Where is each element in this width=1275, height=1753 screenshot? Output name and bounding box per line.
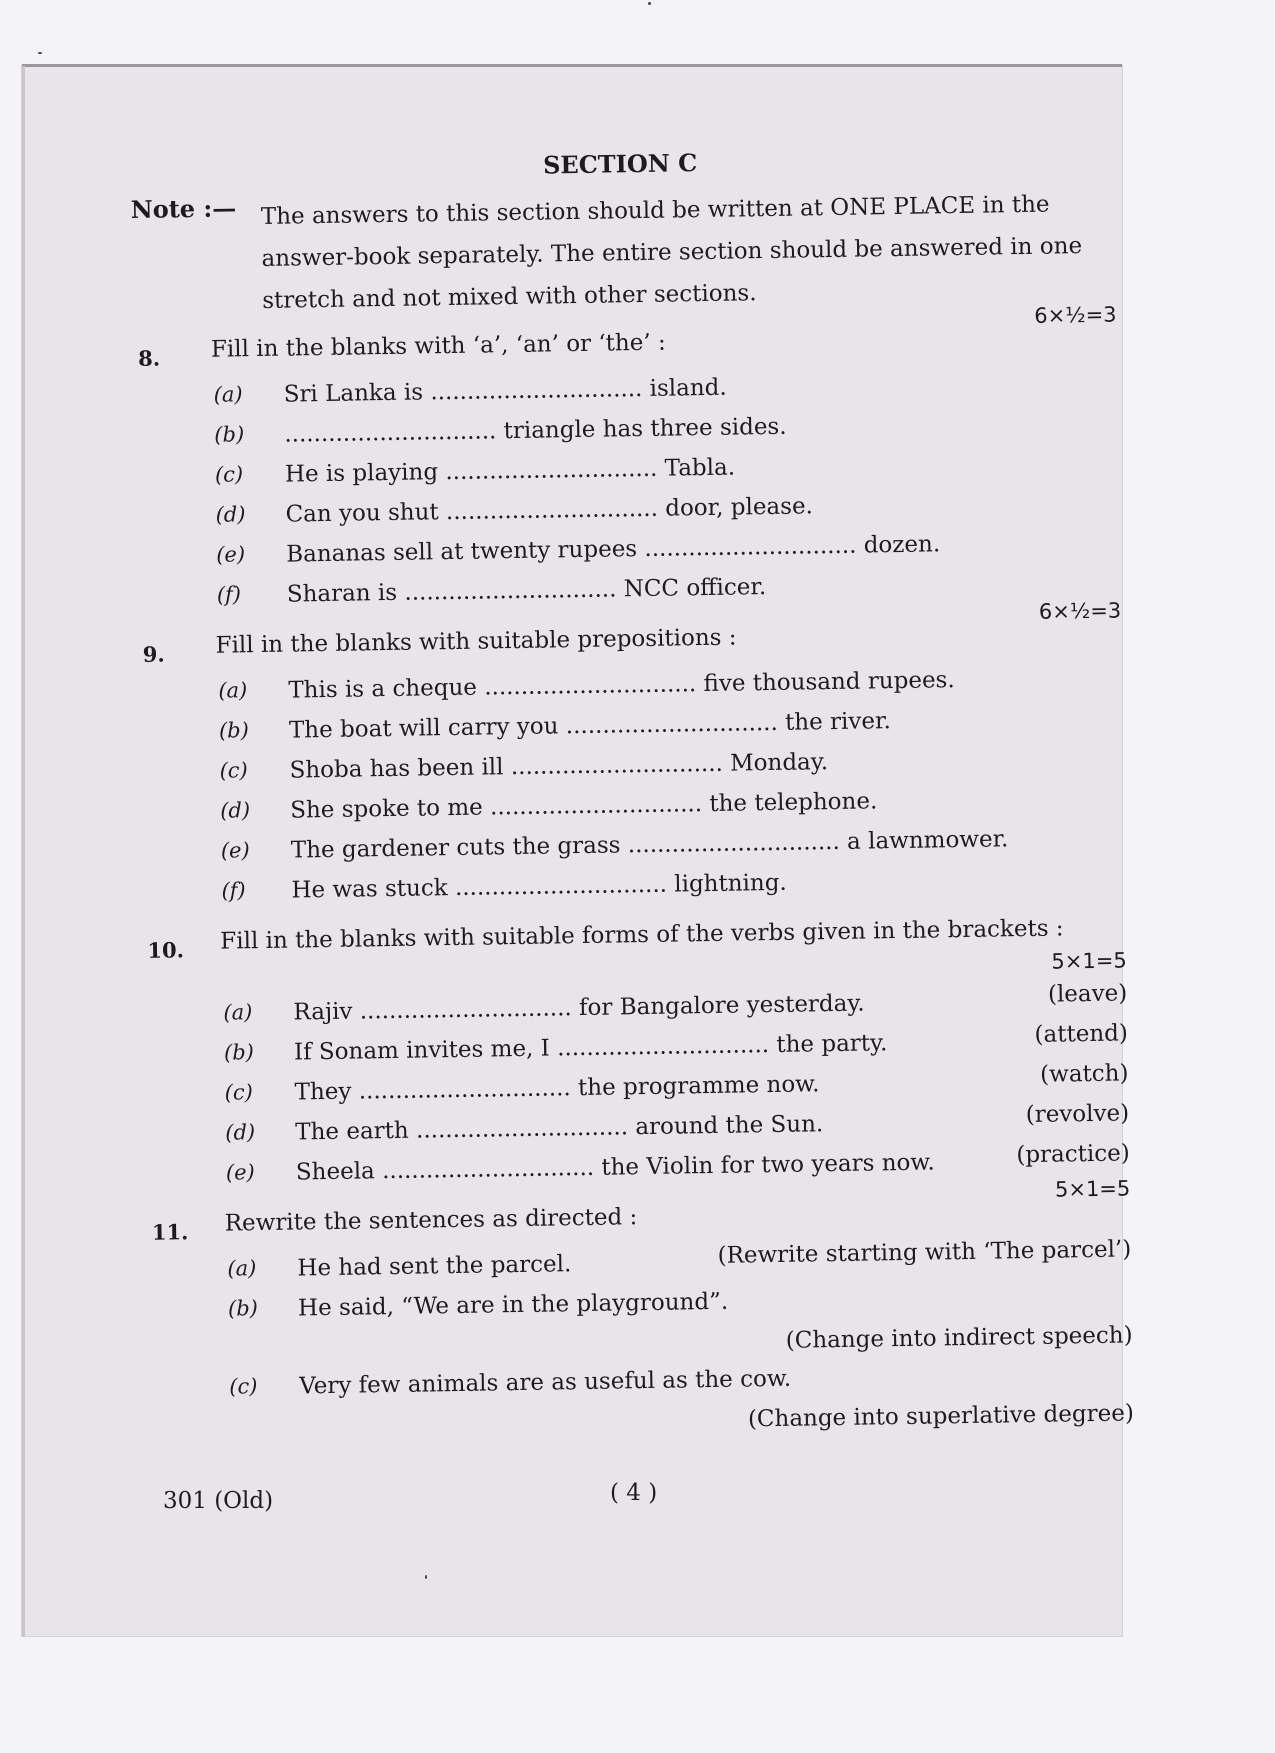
- page-content: [130, 144, 1140, 1449]
- question-9: [137, 598, 1131, 916]
- item-label: (b): [218, 718, 250, 743]
- marks-label: 6×½=3: [1034, 302, 1117, 328]
- question-number: 9.: [142, 641, 165, 667]
- item-label: (a): [223, 1000, 253, 1025]
- question-items: [138, 660, 1132, 916]
- item-text: Can you shut ............................. door, please.: [285, 493, 814, 528]
- item-label: (e): [225, 1160, 255, 1185]
- section-title: SECTION C: [542, 148, 698, 180]
- page-number: ( 4 ): [610, 1480, 658, 1506]
- verb-hint: (watch): [1039, 1060, 1129, 1088]
- item-label: (d): [220, 798, 251, 823]
- verb-hint: (practice): [1016, 1140, 1130, 1169]
- instruction-hint: (Change into indirect speech): [785, 1322, 1133, 1354]
- item-text: He was stuck ............................. lightning.: [291, 869, 787, 904]
- item-text: He said, “We are in the playground”.: [297, 1288, 729, 1322]
- item-text: He had sent the parcel.: [297, 1251, 572, 1282]
- note-block: [131, 182, 1123, 324]
- item-label: (b): [227, 1296, 259, 1321]
- item-text: Sharan is ............................. NCC officer.: [286, 574, 767, 608]
- scan-speck: [425, 1575, 427, 1579]
- item-text: The boat will carry you ............................. the river.: [288, 708, 891, 744]
- scan-speck: [38, 52, 42, 54]
- question-items: [147, 1238, 1140, 1450]
- paper-code: 301 (Old): [163, 1488, 274, 1514]
- item-label: (b): [214, 422, 245, 447]
- item-text: ............................. triangle has three sides.: [284, 413, 787, 448]
- item-label: (e): [220, 838, 250, 863]
- question-text: Rewrite the sentences as directed :: [224, 1204, 638, 1237]
- item-label: (c): [219, 758, 248, 783]
- item-text: Very few animals are as useful as the cow.: [299, 1365, 792, 1400]
- question-items: [143, 980, 1136, 1202]
- question-number: 8.: [137, 345, 161, 371]
- item-text: She spoke to me ............................. the telephone.: [290, 788, 878, 824]
- item-text: If Sonam invites me, I ............................. the party.: [293, 1030, 888, 1066]
- question-text: Fill in the blanks with suitable forms of the verbs given in the brackets :: [220, 915, 1064, 955]
- item-text: Sheela ............................. the Violin for two years now.: [295, 1149, 935, 1186]
- question-text: Fill in the blanks with suitable prepositions :: [215, 624, 737, 659]
- question-header: [133, 302, 1123, 371]
- item-text: This is a cheque ............................. five thousand rupees.: [288, 667, 955, 704]
- note-text: The answers to this section should be written at ONE PLACE in the answer-book separately. The entire section should be answered in one stretch and not mixed with other sections.: [260, 191, 1083, 314]
- item-text: The gardener cuts the grass ............................. a lawnmower.: [290, 826, 1009, 864]
- question-8: [133, 302, 1127, 624]
- verb-hint: (attend): [1034, 1020, 1129, 1048]
- item-label: (c): [214, 462, 244, 487]
- item-label: (f): [216, 582, 242, 607]
- question-item: [149, 1356, 1140, 1450]
- question-header: [137, 598, 1127, 667]
- marks-label: 6×½=3: [1038, 598, 1122, 624]
- instruction-hint: (Rewrite starting with ‘The parcel’): [717, 1236, 1132, 1269]
- item-text: Rajiv ............................. for Bangalore yesterday.: [293, 990, 865, 1026]
- question-10: [142, 915, 1136, 1202]
- item-text: Sri Lanka is ............................. island.: [283, 374, 727, 408]
- item-text: Shoba has been ill ............................. Monday.: [289, 749, 829, 784]
- page-left-edge: [22, 66, 25, 1636]
- item-label: (a): [213, 382, 243, 407]
- item-label: (d): [225, 1120, 256, 1145]
- item-text: They ............................. the programme now.: [294, 1071, 820, 1106]
- item-text: He is playing ............................. Tabla.: [284, 454, 736, 488]
- marks-label: 5×1=5: [1054, 1176, 1131, 1202]
- item-text: The earth ............................. around the Sun.: [295, 1111, 824, 1146]
- verb-hint: (leave): [1047, 980, 1128, 1008]
- question-number: 10.: [147, 937, 185, 963]
- item-label: (d): [215, 502, 246, 527]
- item-label: (a): [218, 678, 248, 703]
- instruction-hint: (Change into superlative degree): [747, 1400, 1135, 1433]
- verb-hint: (revolve): [1025, 1100, 1130, 1129]
- marks-label: 5×1=5: [1051, 948, 1127, 974]
- item-label: (e): [216, 542, 246, 567]
- question-number: 11.: [151, 1219, 189, 1245]
- item-label: (a): [227, 1256, 257, 1281]
- item-label: (f): [221, 878, 246, 903]
- note-label: Note :—: [130, 193, 237, 224]
- question-text: Fill in the blanks with ‘a’, ‘an’ or ‘the’ :: [210, 329, 666, 363]
- page-top-edge: [22, 64, 1122, 67]
- item-text: Bananas sell at twenty rupees ............................. dozen.: [286, 531, 941, 568]
- item-label: (b): [223, 1040, 255, 1065]
- item-label: (c): [224, 1080, 254, 1105]
- item-label: (c): [229, 1374, 258, 1399]
- question-header: [147, 1176, 1137, 1245]
- question-11: [147, 1176, 1141, 1450]
- scan-speck: [648, 2, 651, 5]
- question-items: [133, 364, 1127, 624]
